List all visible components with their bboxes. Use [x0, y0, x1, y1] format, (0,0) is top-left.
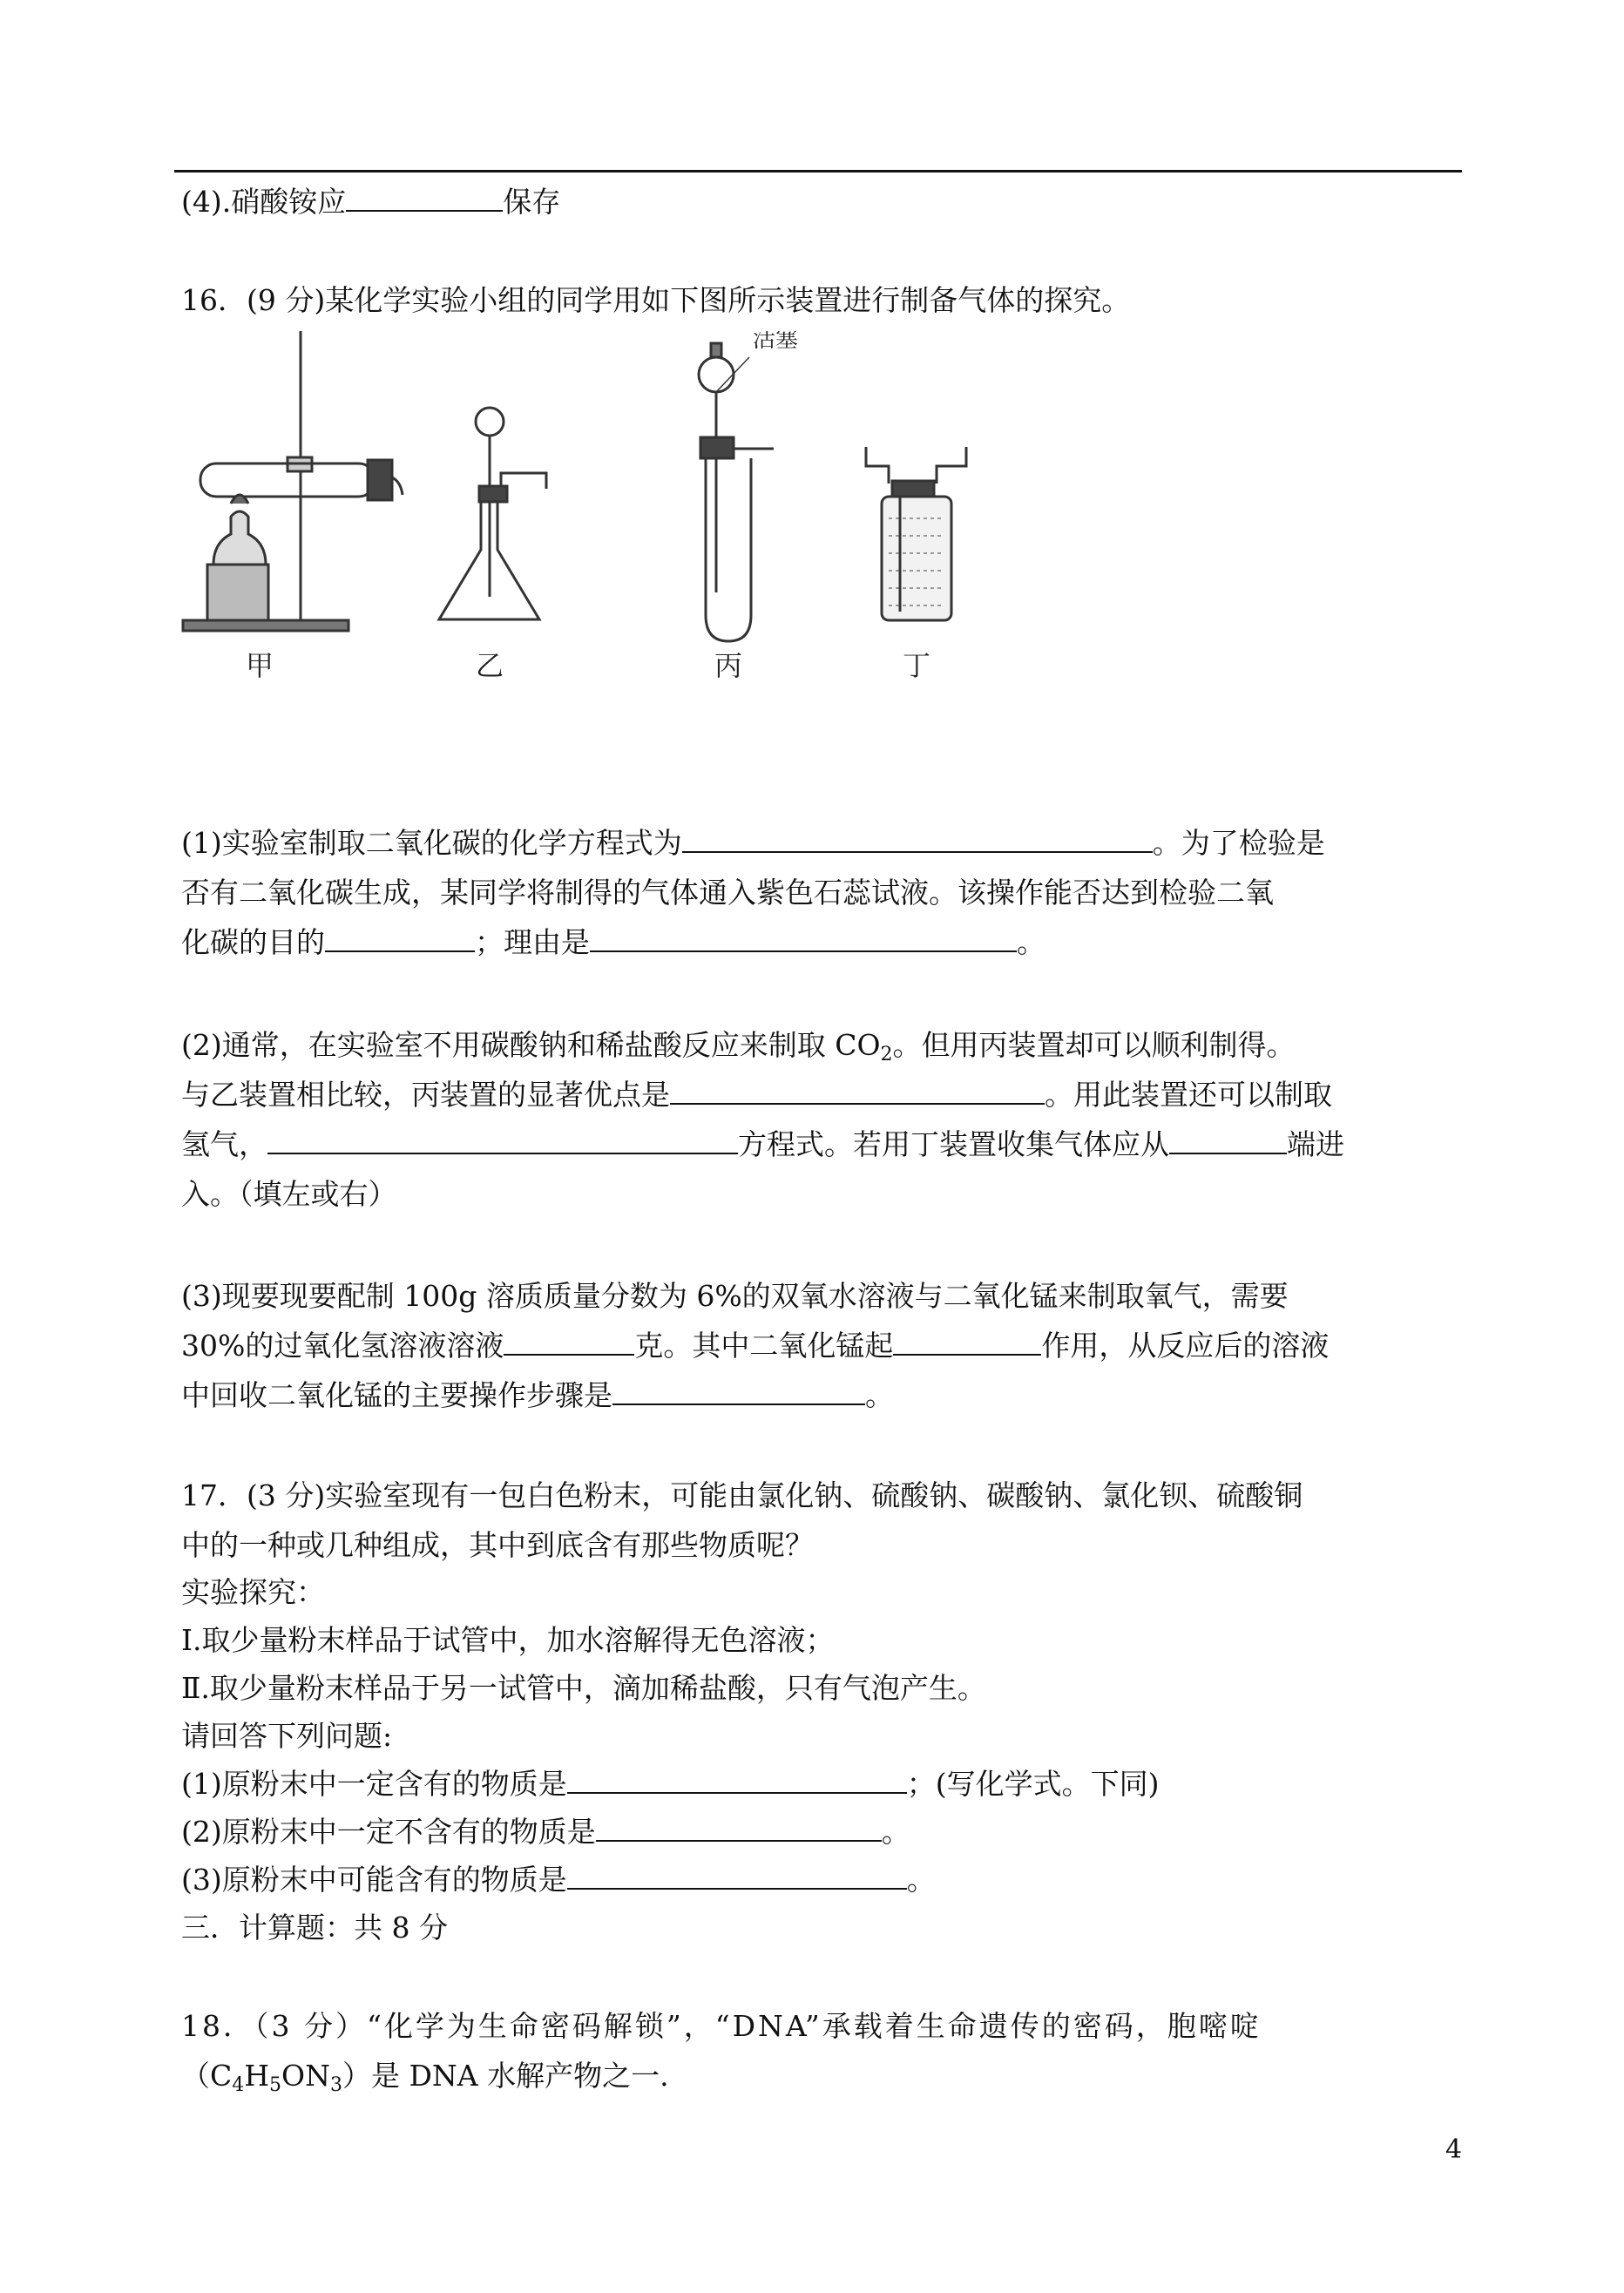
apparatus-ding: [866, 447, 966, 620]
q16-1-line2: 否有二氧化碳生成，某同学将制得的气体通入紫色石蕊试液。该操作能否达到检验二氧: [181, 876, 1274, 910]
item-4: (4).硝酸铵应 保存: [181, 185, 561, 219]
q16-2-line3: 氢气， 方程式。若用丁装置收集气体应从 端进: [181, 1127, 1344, 1161]
q16-3-line3: 中回收二氧化锰的主要操作步骤是 。: [181, 1378, 894, 1412]
q17-line4: Ⅰ.取少量粉末样品于试管中，加水溶解得无色溶液；: [181, 1623, 835, 1657]
answer-blank[interactable]: [346, 184, 503, 212]
q16-3-line1: (3)现要现要配制 100g 溶质质量分数为 6%的双氧水溶液与二氧化锰来制取氧气，需要: [181, 1279, 1289, 1313]
answer-blank[interactable]: [596, 1814, 882, 1842]
answer-blank[interactable]: [567, 1862, 907, 1890]
q16-3-line2: 30%的过氧化氢溶液溶液 克。其中二氧化锰起 作用，从反应后的溶液: [181, 1329, 1330, 1363]
label-bing: 丙: [714, 649, 743, 682]
q16-2-line2: 与乙装置相比较，丙装置的显著优点是 。用此装置还可以制取: [181, 1078, 1332, 1112]
q16-1-line3: 化碳的目的 ；理由是 。: [181, 925, 1045, 959]
apparatus-figure: [174, 331, 1045, 697]
q17-line6: 请回答下列问题:: [181, 1719, 393, 1753]
apparatus-bing: [699, 331, 798, 641]
label-jia: 甲: [245, 649, 274, 682]
answer-blank[interactable]: [682, 825, 1153, 853]
q16-1-line1: (1)实验室制取二氧化碳的化学方程式为 。为了检验是: [181, 826, 1325, 860]
answer-blank[interactable]: [267, 1126, 738, 1154]
label-ding: 丁: [902, 649, 931, 682]
q17-line7: (1)原粉末中一定含有的物质是 ；(写化学式。下同): [181, 1767, 1160, 1801]
q17-line9: (3)原粉末中可能含有的物质是 。: [181, 1863, 936, 1897]
q17-line5: Ⅱ.取少量粉末样品于另一试管中，滴加稀盐酸，只有气泡产生。: [181, 1671, 986, 1705]
q17-line1: 17．(3 分)实验室现有一包白色粉末，可能由氯化钠、硫酸钠、碳酸钠、氯化钡、硫酸铜: [181, 1478, 1303, 1512]
answer-blank[interactable]: [504, 1328, 634, 1356]
answer-blank[interactable]: [325, 924, 475, 952]
section-3-heading: 三．计算题：共 8 分: [181, 1911, 448, 1945]
page-number: 4: [1445, 2134, 1463, 2165]
apparatus-jia: [183, 331, 403, 631]
q16-heading: 16．(9 分)某化学实验小组的同学用如下图所示装置进行制备气体的探究。: [181, 283, 1131, 317]
label-yi: 乙: [475, 649, 504, 682]
apparatus-yi: [439, 408, 546, 619]
answer-blank[interactable]: [1169, 1126, 1287, 1154]
answer-blank[interactable]: [590, 924, 1017, 952]
stopcock-label: 活塞: [753, 331, 799, 353]
answer-blank[interactable]: [893, 1328, 1041, 1356]
q18-line2: $(C_4H_5ON_3)$是 DNA 水解产物之一.: [181, 2059, 669, 2096]
header-rule: [174, 170, 1462, 172]
q17-line3: 实验探究：: [181, 1575, 325, 1609]
q17-line2: 中的一种或几种组成，其中到底含有那些物质呢？: [181, 1528, 814, 1562]
q18-line1: 18．（3 分）“化学为生命密码解锁”，“DNA”承载着生命遗传的密码，胞嘧啶: [181, 2009, 1262, 2043]
q16-2-line4: 入。（填左或右）: [181, 1177, 397, 1211]
q16-2-line1: (2)通常，在实验室不用碳酸钠和稀盐酸反应来制取 $CO_2$。但用丙装置却可以顺利制得。: [181, 1028, 1296, 1065]
answer-blank[interactable]: [567, 1766, 907, 1794]
q17-line8: (2)原粉末中一定不含有的物质是 。: [181, 1815, 910, 1849]
answer-blank[interactable]: [612, 1377, 865, 1405]
answer-blank[interactable]: [670, 1077, 1045, 1105]
